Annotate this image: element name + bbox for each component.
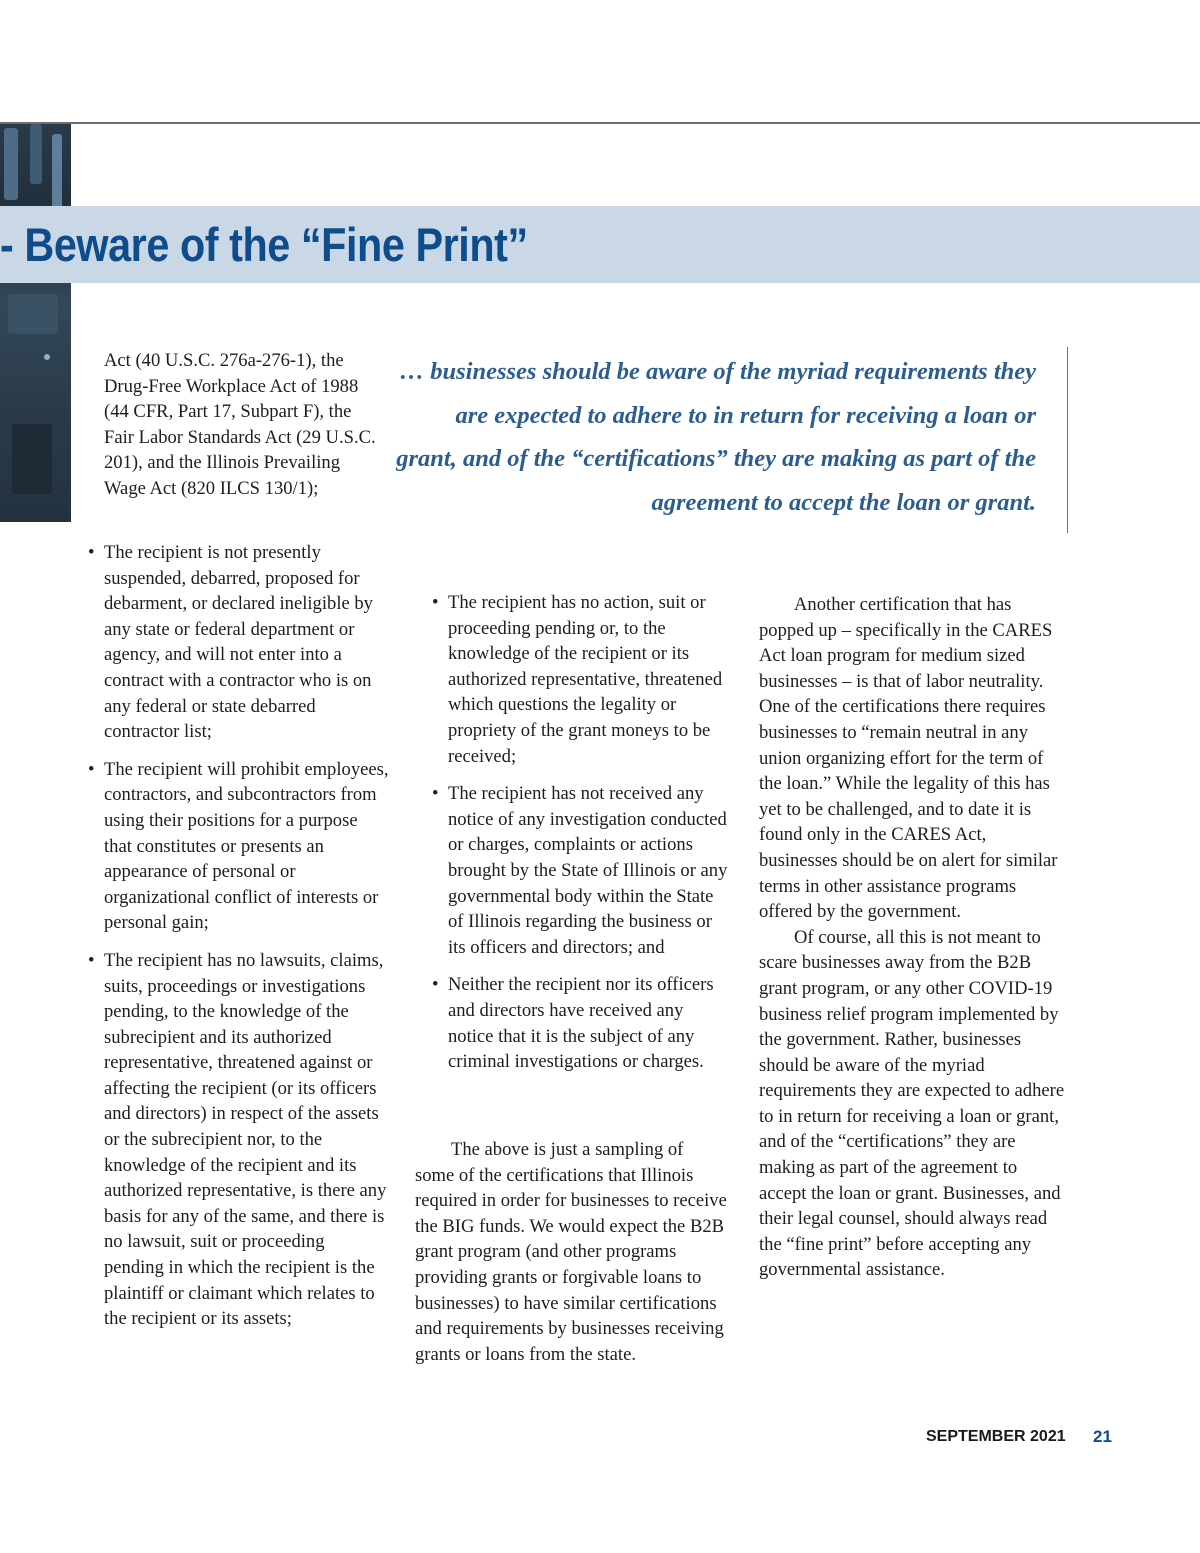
list-item-text: The recipient has not received any notice of any investigation conducted or charges, complaints or actions brought by the State of Illinois or any governmental body within the State of Illinois regarding the business or its officers and directors; and xyxy=(448,783,728,958)
body-paragraph: Another certification that has popped up – specifically in the CARES Act loan program for medium sized businesses – is that of labor neutrality. One of the certifications there requires businesses to “remain neutral in any union organizing effort for the term of the loan.” While the legality of this has yet to be challenged, and to date it is found only in the CARES Act, businesses should be on alert for similar terms in other assistance programs offered by the government. xyxy=(759,594,1058,923)
list-item xyxy=(432,972,733,1074)
bullet-icon: • xyxy=(88,542,95,563)
list-item-text: The recipient is not presently suspended, debarred, proposed for debarment, or declared ineligible by any state or federal department or agency, and will not enter into a contract with a contractor who is on any federal or state debarred contractor list; xyxy=(104,542,373,743)
column-2-bullet-list xyxy=(432,590,733,1087)
list-item-text: The recipient has no lawsuits, claims, suits, proceedings or investigations pending, to the knowledge of the subrecipient and its authorized representative, threatened against or affecting the recipient (or its officers and directors) in respect of the assets or the subrecipient nor, to the knowledge of the recipient and its authorized representative, is there any basis for any of the same, and there is no lawsuit, suit or proceeding pending in which the recipient is the plaintiff or claimant which relates to the recipient or its assets; xyxy=(104,949,387,1330)
column-3-body xyxy=(759,592,1069,1283)
intro-text: Act (40 U.S.C. 276a-276-1), the Drug-Free Workplace Act of 1988 (44 CFR, Part 17, Subpart F), the Fair Labor Standards Act (29 U.S.C. 201), and the Illinois Prevailing Wage Act (820 ILCS 130/1); xyxy=(104,350,376,499)
list-item-text: The recipient has no action, suit or proceeding pending or, to the knowledge of the recipient or its authorized representative, threatened which questions the legality or propriety of the grant moneys to be received; xyxy=(448,592,723,767)
list-item-text: The recipient will prohibit employees, contractors, and subcontractors from using their positions for a purpose that constitutes or presents an appearance of personal or organizational conflict of interests or personal gain; xyxy=(104,758,389,934)
bullet-icon: • xyxy=(432,783,439,805)
column-2-paragraph: The above is just a sampling of some of the certifications that Illinois required in order for businesses to receive the BIG funds. We would expect the B2B grant program (and other programs providing grants or forgivable loans to businesses) to have similar certifications and requirements by businesses receiving grants or loans from the state. xyxy=(415,1139,727,1365)
list-item xyxy=(88,757,389,936)
list-item xyxy=(88,948,389,1332)
page-number: 21 xyxy=(1093,1427,1112,1446)
list-item xyxy=(432,781,733,960)
bullet-icon: • xyxy=(88,949,95,971)
bullet-icon: • xyxy=(432,592,439,613)
bullet-icon: • xyxy=(432,974,439,996)
article-title: - Beware of the “Fine Print” xyxy=(0,218,528,271)
list-item xyxy=(88,540,389,745)
top-rule xyxy=(0,122,1200,124)
list-item xyxy=(432,590,733,769)
column-1-bullet-list xyxy=(88,540,389,1344)
pull-quote-rule xyxy=(1067,347,1068,533)
list-item-text: Neither the recipient nor its officers and directors have received any notice that it is the subject of any criminal investigations or charges. xyxy=(448,974,714,1073)
body-paragraph: Of course, all this is not meant to scare businesses away from the B2B grant program, or any other COVID-19 business relief program implemented by the government. Rather, businesses should be aware of the myriad requirements they are expected to adhere to in return for receiving a loan or grant, and of the “certifications” they are making as part of the agreement to accept the loan or grant. Businesses, and their legal counsel, should always read the “fine print” before accepting any governmental assistance. xyxy=(759,926,1065,1281)
decorative-photo-strip xyxy=(0,124,71,522)
bullet-icon: • xyxy=(88,758,95,780)
pull-quote: … businesses should be aware of the myriad requirements they are expected to adhere to in return for receiving a loan or grant, and of the “certifications” they are making as part of the agreement to accept the loan or grant. xyxy=(396,358,1036,516)
issue-date: SEPTEMBER 2021 xyxy=(926,1428,1066,1445)
